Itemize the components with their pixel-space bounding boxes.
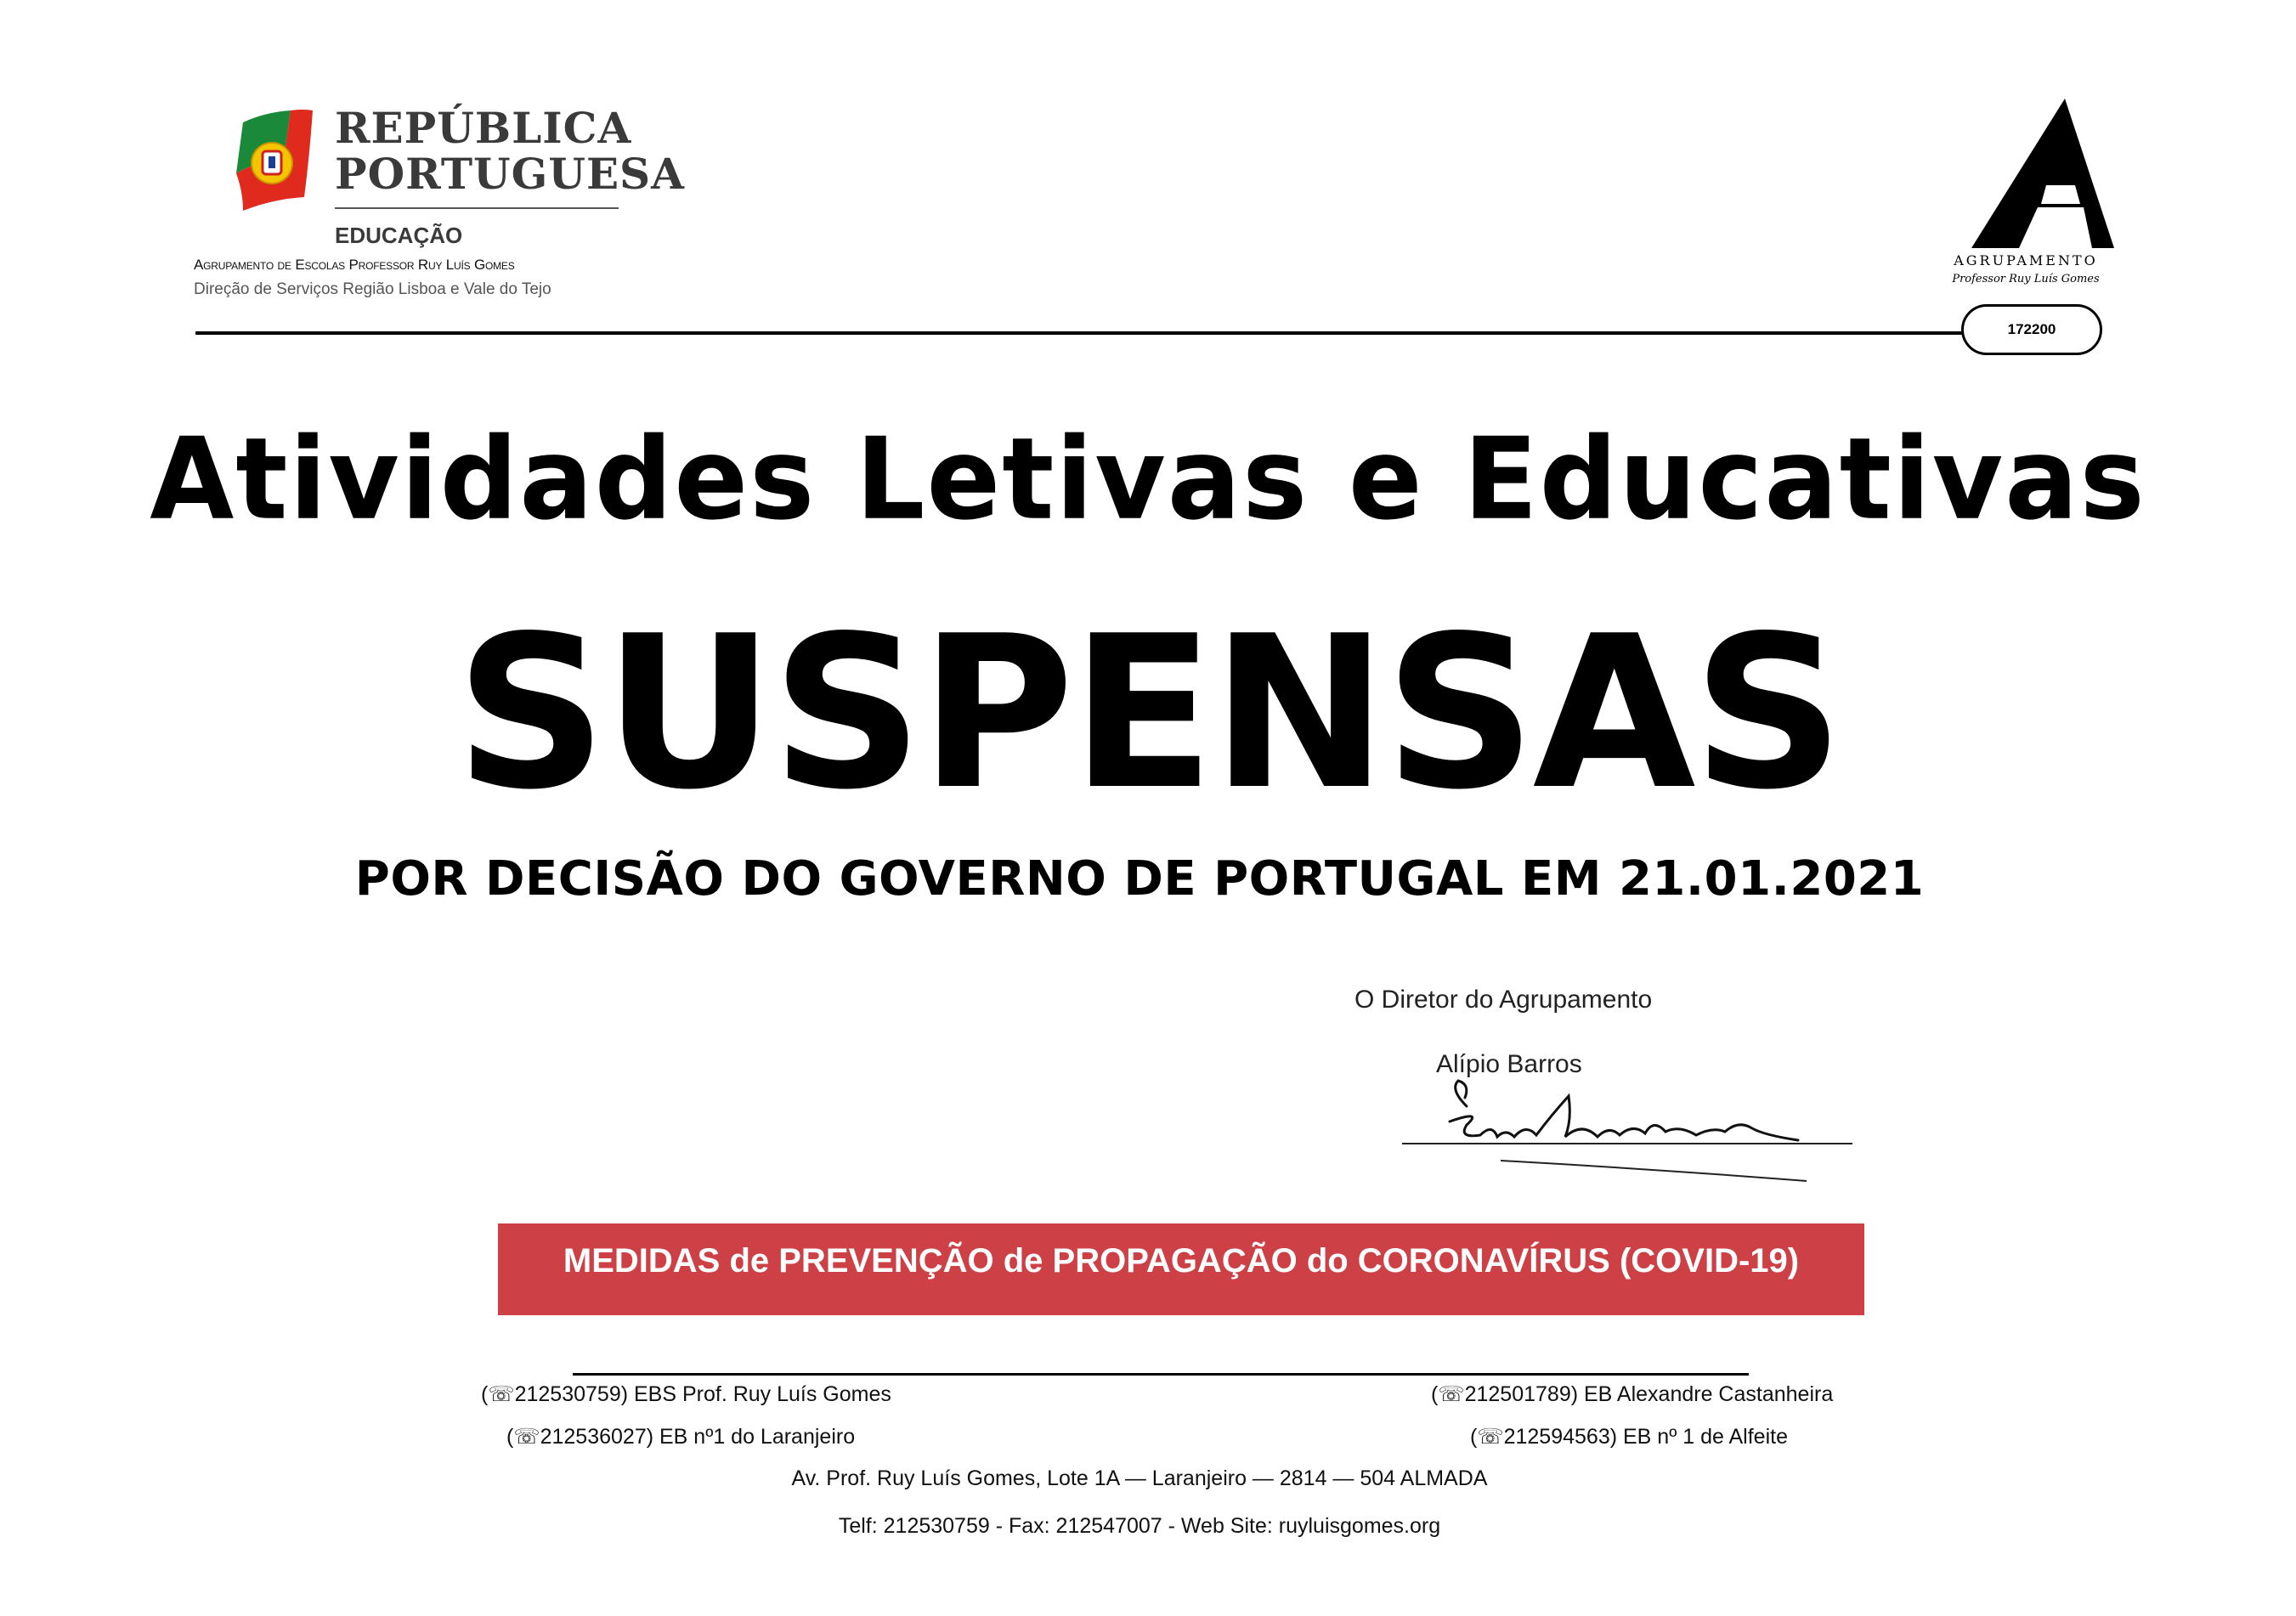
rp-line-2: PORTUGUESA: [335, 149, 685, 199]
header-rule: [195, 331, 1963, 335]
school-contact: (☏212594563) EB nº 1 de Alfeite: [1470, 1425, 1788, 1449]
heading-suspended: SUSPENSAS: [455, 591, 1841, 836]
heading-activities: Atividades Letivas e Educativas: [150, 414, 2146, 545]
agrupamento-logo-subtext: Professor Ruy Luís Gomes: [1952, 273, 2100, 285]
rp-line-1: REPÚBLICA: [335, 103, 632, 153]
school-contact: (☏212536027) EB nº1 do Laranjeiro: [506, 1425, 856, 1449]
educacao-label: EDUCAÇÃO: [335, 223, 463, 248]
republica-portuguesa-emblem-icon: [231, 107, 313, 212]
school-code-badge: 172200: [1961, 304, 2102, 355]
school-contacts: Telf: 212530759 - Fax: 212547007 - Web Site: ruyluisgomes.org: [838, 1514, 1441, 1538]
school-contact: (☏212501789) EB Alexandre Castanheira: [1431, 1382, 1834, 1406]
school-address: Av. Prof. Ruy Luís Gomes, Lote 1A — Laranjeiro — 2814 — 504 ALMADA: [791, 1466, 1488, 1490]
agrupamento-logo-text: AGRUPAMENTO: [1954, 252, 2098, 268]
covid-banner: [498, 1223, 1864, 1315]
director-role: O Diretor do Agrupamento: [1354, 986, 1653, 1014]
footer-rule: [573, 1373, 1749, 1376]
republica-portuguesa-title: [335, 105, 685, 197]
agrupamento-name: Agrupamento de Escolas Professor Ruy Luís Gomes: [194, 257, 515, 273]
director-name: Alípio Barros: [1436, 1050, 1582, 1078]
agrupamento-logo-icon: [1937, 95, 2114, 287]
rp-divider: [335, 207, 619, 209]
heading-government-decision: POR DECISÃO DO GOVERNO DE PORTUGAL EM 21.01.2021: [354, 851, 1925, 907]
direcao-servicos: Direção de Serviços Região Lisboa e Vale do Tejo: [194, 280, 551, 298]
school-contact: (☏212530759) EBS Prof. Ruy Luís Gomes: [481, 1382, 891, 1406]
director-signature-icon: [1399, 1072, 1858, 1183]
covid-banner-text: MEDIDAS de PREVENÇÃO de PROPAGAÇÃO do CORONAVÍRUS (COVID-19): [563, 1241, 1800, 1280]
